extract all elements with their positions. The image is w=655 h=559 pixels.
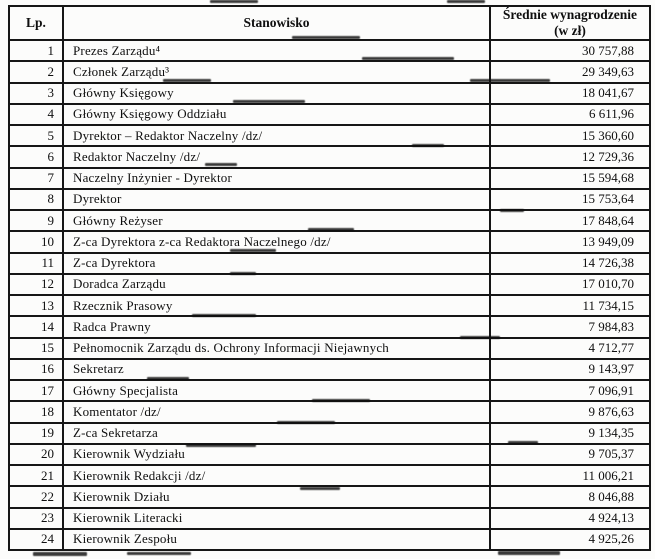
position-cell: Prezes Zarządu⁴ xyxy=(63,40,490,61)
row-number-cell: 24 xyxy=(9,529,63,550)
row-number-cell: 20 xyxy=(9,444,63,465)
position-cell: Radca Prawny xyxy=(63,316,490,337)
scan-artifact xyxy=(186,444,256,447)
position-cell: Kierownik Zespołu xyxy=(63,529,490,550)
position-cell: Kierownik Działu xyxy=(63,486,490,507)
table-row xyxy=(9,401,650,422)
position-cell: Komentator /dz/ xyxy=(63,401,490,422)
scan-artifact xyxy=(460,336,500,339)
scan-artifact xyxy=(233,100,305,103)
salary-cell: 12 729,36 xyxy=(490,146,650,167)
table-row xyxy=(9,338,650,359)
table-row xyxy=(9,508,650,529)
salary-cell: 17 848,64 xyxy=(490,210,650,231)
position-cell: Pełnomocnik Zarządu ds. Ochrony Informacji Niejawnych xyxy=(63,338,490,359)
table-row xyxy=(9,359,650,380)
row-number-cell: 1 xyxy=(9,40,63,61)
table-row xyxy=(9,83,650,104)
column-header-salary-line2: (w zł) xyxy=(554,23,586,38)
position-cell: Redaktor Naczelny /dz/ xyxy=(63,146,490,167)
table-row xyxy=(9,189,650,210)
row-number-cell: 12 xyxy=(9,274,63,295)
scan-artifact xyxy=(500,209,524,212)
position-cell: Kierownik Wydziału xyxy=(63,444,490,465)
row-number-cell: 6 xyxy=(9,146,63,167)
row-number-cell: 8 xyxy=(9,189,63,210)
scan-artifact xyxy=(205,163,237,166)
salary-cell: 13 949,09 xyxy=(490,231,650,252)
table-row xyxy=(9,316,650,337)
salary-cell: 14 726,38 xyxy=(490,253,650,274)
scan-artifact xyxy=(127,552,191,555)
position-cell: Główny Reżyser xyxy=(63,210,490,231)
salary-cell: 4 924,13 xyxy=(490,508,650,529)
position-cell: Dyrektor xyxy=(63,189,490,210)
column-header-salary-line1: Średnie wynagrodzenie xyxy=(502,7,638,23)
position-cell: Główny Księgowy xyxy=(63,83,490,104)
scan-artifact xyxy=(508,441,538,444)
scan-artifact xyxy=(292,36,360,39)
salary-cell: 17 010,70 xyxy=(490,274,650,295)
position-cell: Rzecznik Prasowy xyxy=(63,295,490,316)
scan-artifact xyxy=(362,57,454,60)
salary-cell: 9 876,63 xyxy=(490,401,650,422)
salary-cell: 7 096,91 xyxy=(490,380,650,401)
row-number-cell: 15 xyxy=(9,338,63,359)
salary-cell: 9 143,97 xyxy=(490,359,650,380)
position-cell: Z-ca Dyrektora xyxy=(63,253,490,274)
row-number-cell: 7 xyxy=(9,168,63,189)
salary-table xyxy=(8,5,651,551)
table-row xyxy=(9,274,650,295)
table-row xyxy=(9,231,650,252)
row-number-cell: 21 xyxy=(9,465,63,486)
row-number-cell: 13 xyxy=(9,295,63,316)
row-number-cell: 16 xyxy=(9,359,63,380)
table-row xyxy=(9,168,650,189)
salary-cell: 29 349,63 xyxy=(490,61,650,82)
position-cell: Główny Specjalista xyxy=(63,380,490,401)
salary-cell: 15 753,64 xyxy=(490,189,650,210)
row-number-cell: 9 xyxy=(9,210,63,231)
salary-cell: 6 611,96 xyxy=(490,104,650,125)
scan-artifact xyxy=(308,228,354,231)
position-cell: Główny Księgowy Oddziału xyxy=(63,104,490,125)
table-row xyxy=(9,40,650,61)
scan-artifact xyxy=(447,0,485,3)
salary-cell: 30 757,88 xyxy=(490,40,650,61)
row-number-cell: 19 xyxy=(9,423,63,444)
table-header-row xyxy=(9,6,650,40)
table-row xyxy=(9,146,650,167)
scan-artifact xyxy=(192,314,256,317)
scan-artifact xyxy=(300,487,340,490)
row-number-cell: 17 xyxy=(9,380,63,401)
scan-artifact xyxy=(147,377,189,380)
table-row xyxy=(9,61,650,82)
salary-cell: 4 925,26 xyxy=(490,529,650,550)
salary-cell: 9 705,37 xyxy=(490,444,650,465)
position-cell: Kierownik Redakcji /dz/ xyxy=(63,465,490,486)
table-row xyxy=(9,253,650,274)
row-number-cell: 2 xyxy=(9,61,63,82)
table-body xyxy=(9,40,650,550)
row-number-cell: 23 xyxy=(9,508,63,529)
scan-artifact xyxy=(163,79,211,82)
salary-cell: 11 734,15 xyxy=(490,295,650,316)
table-row xyxy=(9,125,650,146)
salary-cell: 4 712,77 xyxy=(490,338,650,359)
table-row xyxy=(9,444,650,465)
position-cell: Kierownik Literacki xyxy=(63,508,490,529)
table-row xyxy=(9,423,650,444)
row-number-cell: 18 xyxy=(9,401,63,422)
row-number-cell: 4 xyxy=(9,104,63,125)
table-row xyxy=(9,465,650,486)
table-row xyxy=(9,295,650,316)
position-cell: Z-ca Dyrektora z-ca Redaktora Naczelnego /dz/ xyxy=(63,231,490,252)
scan-artifact xyxy=(230,249,276,252)
table-row xyxy=(9,529,650,550)
salary-cell: 8 046,88 xyxy=(490,486,650,507)
column-header-stanowisko: Stanowisko xyxy=(63,6,490,40)
row-number-cell: 5 xyxy=(9,125,63,146)
scan-artifact xyxy=(312,399,370,402)
row-number-cell: 3 xyxy=(9,83,63,104)
row-number-cell: 10 xyxy=(9,231,63,252)
scan-artifact xyxy=(33,552,87,556)
salary-cell: 15 594,68 xyxy=(490,168,650,189)
position-cell: Dyrektor – Redaktor Naczelny /dz/ xyxy=(63,125,490,146)
position-cell: Sekretarz xyxy=(63,359,490,380)
position-cell: Z-ca Sekretarza xyxy=(63,423,490,444)
position-cell: Doradca Zarządu xyxy=(63,274,490,295)
salary-cell: 11 006,21 xyxy=(490,465,650,486)
scan-artifact xyxy=(412,144,444,147)
scan-artifact xyxy=(277,421,335,424)
row-number-cell: 11 xyxy=(9,253,63,274)
scan-artifact xyxy=(230,272,256,275)
table-row xyxy=(9,104,650,125)
row-number-cell: 22 xyxy=(9,486,63,507)
salary-cell: 9 134,35 xyxy=(490,423,650,444)
row-number-cell: 14 xyxy=(9,316,63,337)
salary-cell: 7 984,83 xyxy=(490,316,650,337)
scan-artifact xyxy=(210,0,258,3)
column-header-lp: Lp. xyxy=(9,6,63,40)
position-cell: Członek Zarządu³ xyxy=(63,61,490,82)
salary-cell: 18 041,67 xyxy=(490,83,650,104)
salary-cell: 15 360,60 xyxy=(490,125,650,146)
position-cell: Naczelny Inżynier - Dyrektor xyxy=(63,168,490,189)
scan-artifact xyxy=(470,79,550,82)
scan-artifact xyxy=(498,551,560,555)
column-header-salary xyxy=(490,6,650,40)
